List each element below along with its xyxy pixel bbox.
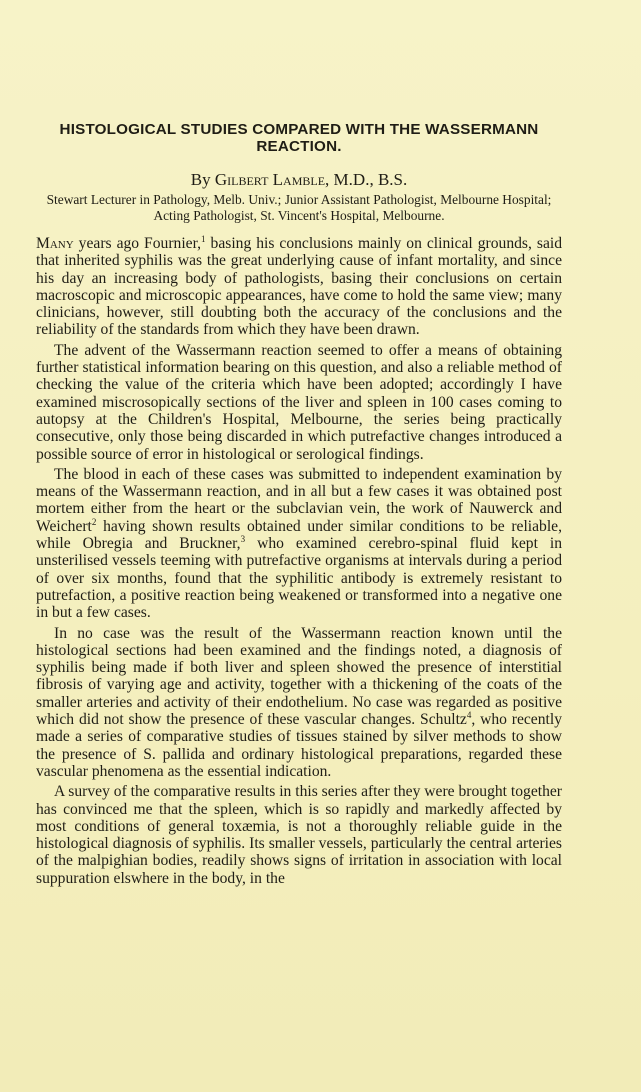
author-affiliation: Stewart Lecturer in Pathology, Melb. Univ.; Junior Assistant Pathologist, Melbourne Hospital; Acting Pathologist, St. Vincent's Hospital, Melbourne. xyxy=(46,192,552,223)
author-byline xyxy=(36,170,562,190)
paragraph-5: A survey of the comparative results in this series after they were brought together has convinced me that the spleen, which is so rapidly and markedly affected by most conditions of general toxæmia, is not a thoroughly reliable guide in the histological diagnosis of syphilis. Its smaller vessels, particularly the central arteries of the malpighian bodies, readily shows signs of irritation in association with local suppuration elswhere in the body, in the xyxy=(36,783,562,887)
byline-prefix: By xyxy=(190,170,215,189)
footnote-ref-2: 2 xyxy=(91,516,97,527)
footnote-ref-4: 4 xyxy=(466,709,472,720)
author-degrees: , M.D., B.S. xyxy=(325,170,408,189)
footnote-ref-3: 3 xyxy=(240,533,246,544)
paragraph-2: The advent of the Wassermann reaction seemed to offer a means of obtaining further statistical information bearing on this question, and also a reliable method of checking the value of the criteria which have been adopted; accordingly I have examined miscrosopically sections of the liver and spleen in 100 cases coming to autopsy at the Children's Hospital, Melbourne, the series being practically consecutive, only those being discarded in which putrefactive changes introduced a possible source of error in histological or serological findings. xyxy=(36,341,562,463)
paragraph-4 xyxy=(36,625,562,781)
paragraph-3 xyxy=(36,466,562,622)
footnote-ref-1: 1 xyxy=(201,233,206,244)
article-body xyxy=(36,235,562,890)
paragraph-3-text-c: who examined cerebro-spinal fluid kept in unsterilised vessels teeming with putrefactive organisms at intervals during a period of over six months, found that the syphilitic antibody is extremely resistant to putrefaction, a positive reaction being weakened or transformed into a negative one in but a few cases. xyxy=(36,535,562,622)
paragraph-3-text-b: having shown results obtained under similar conditions to be reliable, while Obregia and Bruckner, xyxy=(36,517,562,553)
paragraph-4-text-a: In no case was the result of the Wassermann reaction known until the histological sections had been examined and the findings noted, a diagnosis of syphilis being made if both liver and spleen showed the presence of interstitial fibrosis of varying age and activity, together with a thickening of the coats of the smaller arteries and activity of their endothelium. No case was regarded as positive which did not show the presence of these vascular changes. Schultz xyxy=(36,624,562,729)
article-title: HISTOLOGICAL STUDIES COMPARED WITH THE WASSERMANN REACTION. xyxy=(59,121,539,155)
paragraph-4-text-b: , who recently made a series of comparative studies of tissues stained by silver methods to show the presence of S. pallida and ordinary histological preparations, regarded these vascular phenomena as the essential indication. xyxy=(36,711,562,780)
paragraph-1 xyxy=(36,235,562,339)
paragraph-3-text-a: The blood in each of these cases was submitted to independent examination by means of the Wassermann reaction, and in all but a few cases it was obtained post mortem either from the heart or the subclavian vein, the work of Nauwerck and Weichert xyxy=(36,465,562,535)
paragraph-1-text-b: basing his conclusions mainly on clinical grounds, said that inherited syphilis was the great underlying cause of infant mortality, and since his day an increasing body of pathologists, basing their conclusions on certain macroscopic and microscopic appearances, have come to hold the same view; many clinicians, however, still doubting both the accuracy of the conclusions and the reliability of the standards from which they have been drawn. xyxy=(36,235,562,339)
author-name: Gilbert Lamble xyxy=(214,170,326,189)
paragraph-1-lead-word: Many xyxy=(36,235,74,252)
paragraph-1-text-a: years ago Fournier, xyxy=(73,235,202,252)
